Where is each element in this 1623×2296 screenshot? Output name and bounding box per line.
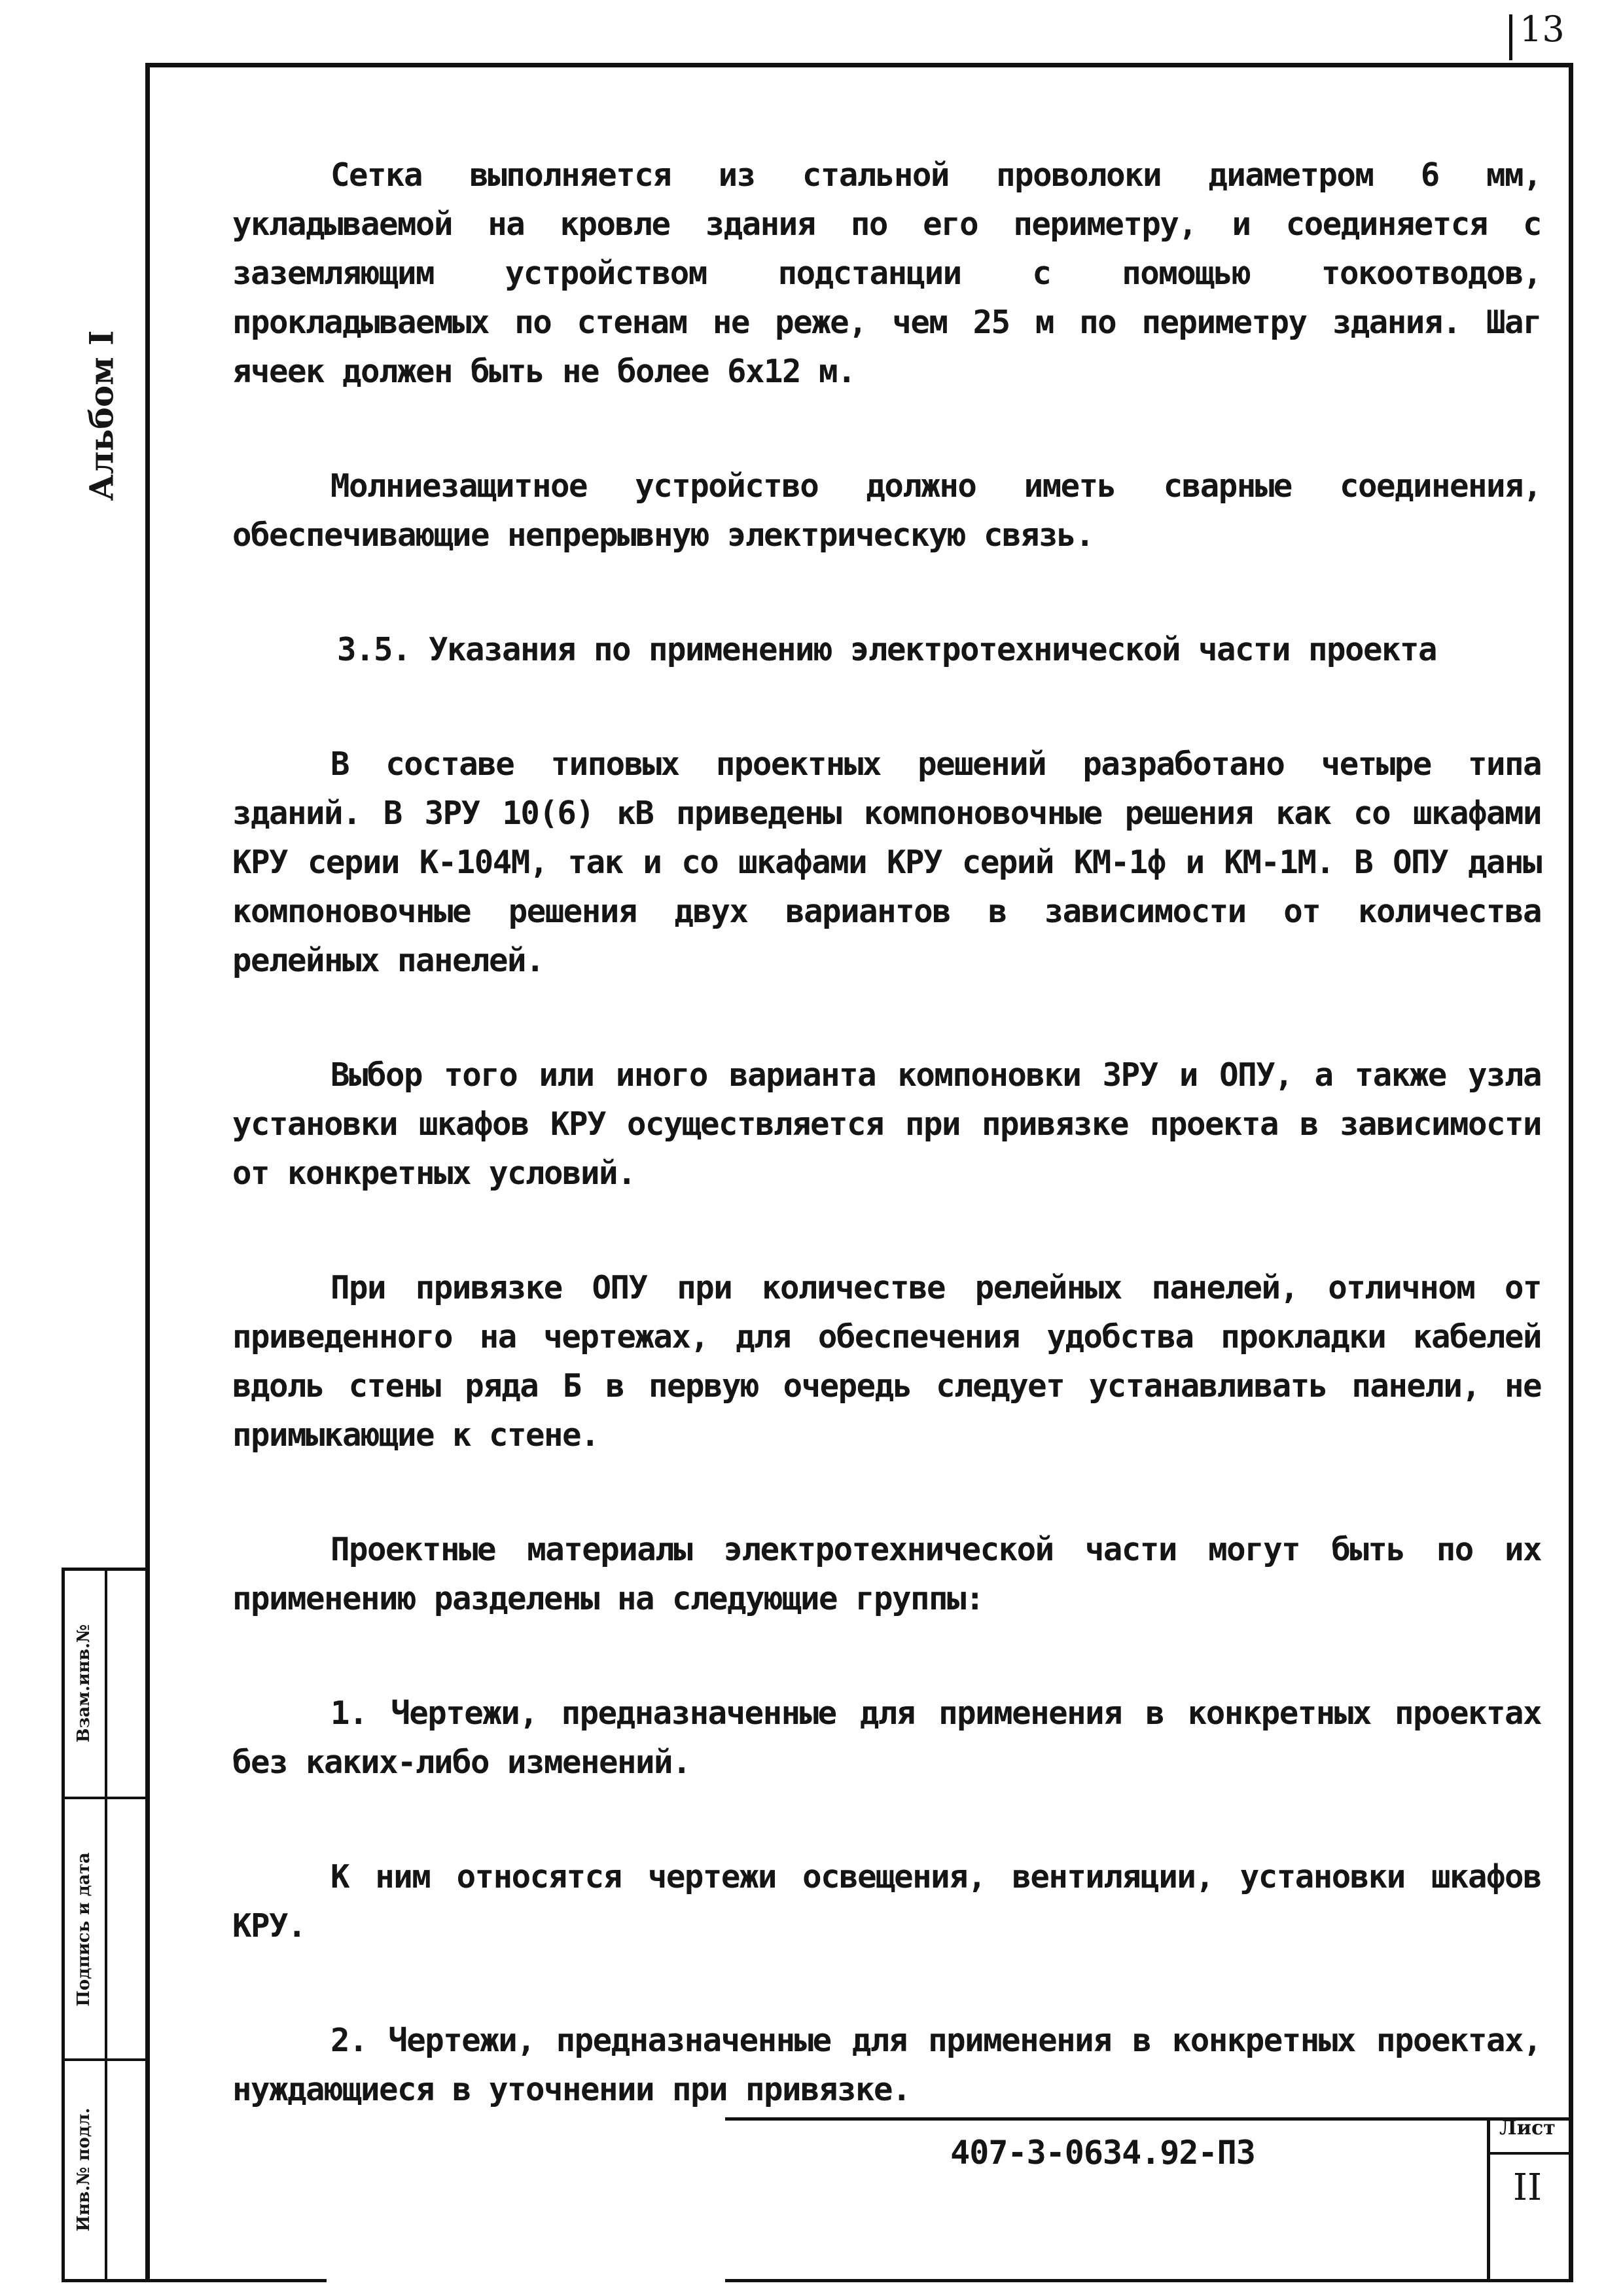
- paragraph-group-1-items: К ним относятся чертежи освещения, вентиляции, установки шкафов КРУ.: [232, 1858, 1541, 1945]
- corner-mark-line: [1509, 14, 1512, 60]
- paragraph-mesh: Сетка выполняется из стальной проволоки диаметром 6 мм, укладываемой на кровле здания по его периметру, и соединяется с заземляющим устройством подстанции с помощью токоотводов, прокладываемых по стенам не реже, чем 25 м по периметру здания. Шаг ячеек должен быть не более 6х12 м.: [232, 156, 1541, 390]
- stamp-line-left: [62, 1568, 65, 2282]
- stamp-line-sep-2: [62, 2058, 150, 2061]
- stamp-line-sep-1: [62, 1797, 150, 1799]
- sheet-number: II: [1512, 2166, 1543, 2209]
- paragraph-layout-choice: Выбор того или иного варианта компоновки ЗРУ и ОПУ, а также узла установки шкафов КРУ осуществляется при привязке проекта в зависимости от конкретных условий.: [232, 1056, 1541, 1192]
- paragraph-group-1: 1. Чертежи, предназначенные для применения в конкретных проектах без каких-либо изменений.: [232, 1695, 1541, 1781]
- frame-bottom-right: [725, 2279, 1573, 2282]
- paragraph-group-2: 2. Чертежи, предназначенные для применения в конкретных проектах, нуждающиеся в уточнении при привязке.: [232, 2022, 1541, 2108]
- frame-right: [1569, 63, 1573, 2280]
- stamp-line-inner: [105, 1568, 107, 2282]
- sheet-cell-divider: [1487, 2152, 1573, 2155]
- frame-top: [145, 63, 1573, 67]
- section-heading: 3.5. Указания по применению электротехнической части проекта: [336, 631, 1437, 668]
- paragraph-lightning-protection: Молниезащитное устройство должно иметь сварные соединения, обеспечивающие непрерывную электрическую связь.: [232, 467, 1541, 554]
- paragraph-panel-binding: При привязке ОПУ при количестве релейных панелей, отличном от приведенного на чертежах, для обеспечения удобства прокладки кабелей вдоль стены ряда Б в первую очередь следует устанавливать панели, не примыкающие к стене.: [232, 1269, 1541, 1454]
- corner-page-number: 13: [1520, 9, 1565, 50]
- paragraph-material-groups: Проектные материалы электротехнической части могут быть по их применению разделены на следующие группы:: [232, 1531, 1541, 1617]
- document-body: [232, 151, 1541, 2179]
- document-code: 407-3-0634.92-ПЗ: [950, 2134, 1255, 2172]
- paragraph-building-types: В составе типовых проектных решений разработано четыре типа зданий. В ЗРУ 10(6) кВ приведены компоновочные решения как со шкафами КРУ серии К-104М, так и со шкафами КРУ серий КМ-1ф и КМ-1М. В ОПУ даны компоновочные решения двух вариантов в зависимости от количества релейных панелей.: [232, 745, 1541, 979]
- title-block-top-line: [725, 2117, 1573, 2121]
- sheet-cell-left: [1487, 2117, 1490, 2281]
- frame-left: [145, 63, 150, 2280]
- sheet-label: Лист: [1499, 2117, 1556, 2140]
- frame-bottom-left: [62, 2279, 327, 2282]
